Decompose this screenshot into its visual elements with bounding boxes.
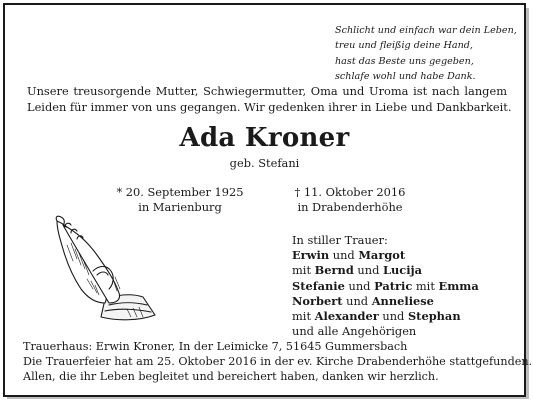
mourner-connector: und bbox=[344, 278, 375, 293]
poem bbox=[335, 23, 517, 85]
praying-hands-icon bbox=[43, 213, 173, 325]
mourner-line bbox=[292, 263, 479, 278]
mourner-name: Anneliese bbox=[371, 293, 434, 308]
mourner-name: Emma bbox=[438, 278, 479, 293]
mourner-line bbox=[292, 309, 479, 324]
birth-date: * 20. September 1925 bbox=[116, 185, 244, 199]
poem-line: Schlicht und einfach war dein Leben, bbox=[335, 25, 517, 36]
mourner-name: Erwin bbox=[292, 248, 330, 263]
mourner-name: Lucija bbox=[383, 263, 423, 278]
mourner-line bbox=[292, 248, 479, 263]
mourner-name: Bernd bbox=[314, 263, 354, 278]
mourner-connector: und bbox=[342, 293, 372, 308]
poem-line: treu und fleißig deine Hand, bbox=[335, 40, 473, 52]
deceased-name: Ada Kroner bbox=[179, 123, 350, 153]
footer-ceremony: Die Trauerfeier hat am 25. Oktober 2016 in der ev. Kirche Drabenderhöhe stattgefunden. bbox=[23, 355, 533, 368]
mourner-name: Stephan bbox=[407, 309, 461, 324]
mourner-line bbox=[292, 294, 479, 309]
birth-info bbox=[105, 185, 255, 215]
mourner-connector: und bbox=[353, 263, 383, 278]
death-date: † 11. Oktober 2016 bbox=[294, 185, 406, 199]
intro-text bbox=[27, 83, 512, 115]
footer-thanks: Allen, die ihr Leben begleitet und bereichert haben, danken wir herzlich. bbox=[23, 370, 439, 383]
mourner-name: Stefanie bbox=[292, 278, 345, 293]
death-place: in Drabenderhöhe bbox=[297, 200, 403, 214]
mourner-connector: mit bbox=[292, 263, 315, 278]
maiden-name: geb. Stefani bbox=[229, 156, 300, 170]
mourner-connector: mit bbox=[292, 309, 315, 324]
footer-address: Trauerhaus: Erwin Kroner, In der Leimicke 7, 51645 Gummersbach bbox=[23, 340, 408, 353]
footer-text bbox=[23, 339, 532, 384]
mourner-connector: und bbox=[329, 248, 359, 263]
mourner-name: Margot bbox=[358, 248, 406, 263]
mourner-name: Norbert bbox=[292, 293, 343, 308]
intro-line: Unsere treusorgende Mutter, Schwiegermutter, Oma und Uroma ist nach langem bbox=[27, 84, 507, 98]
intro-line: Leiden für immer von uns gegangen. Wir gedenken ihrer in Liebe und Dankbarkeit. bbox=[27, 100, 512, 114]
mourner-line bbox=[292, 324, 479, 339]
mourners-list bbox=[292, 233, 479, 339]
mourners-heading: In stiller Trauer: bbox=[292, 233, 388, 247]
poem-line: hast das Beste uns gegeben, bbox=[335, 55, 474, 67]
poem-line: schlafe wohl und habe Dank. bbox=[335, 71, 476, 83]
mourner-name: Alexander bbox=[314, 309, 379, 324]
mourner-name: Patric bbox=[374, 278, 413, 293]
mourner-connector: und bbox=[378, 309, 408, 324]
birth-place: in Marienburg bbox=[138, 200, 222, 214]
mourner-line bbox=[292, 279, 479, 294]
mourner-connector: und alle Angehörigen bbox=[292, 324, 417, 339]
death-info bbox=[270, 185, 430, 215]
mourner-connector: mit bbox=[412, 278, 439, 293]
obituary-card bbox=[3, 3, 533, 397]
